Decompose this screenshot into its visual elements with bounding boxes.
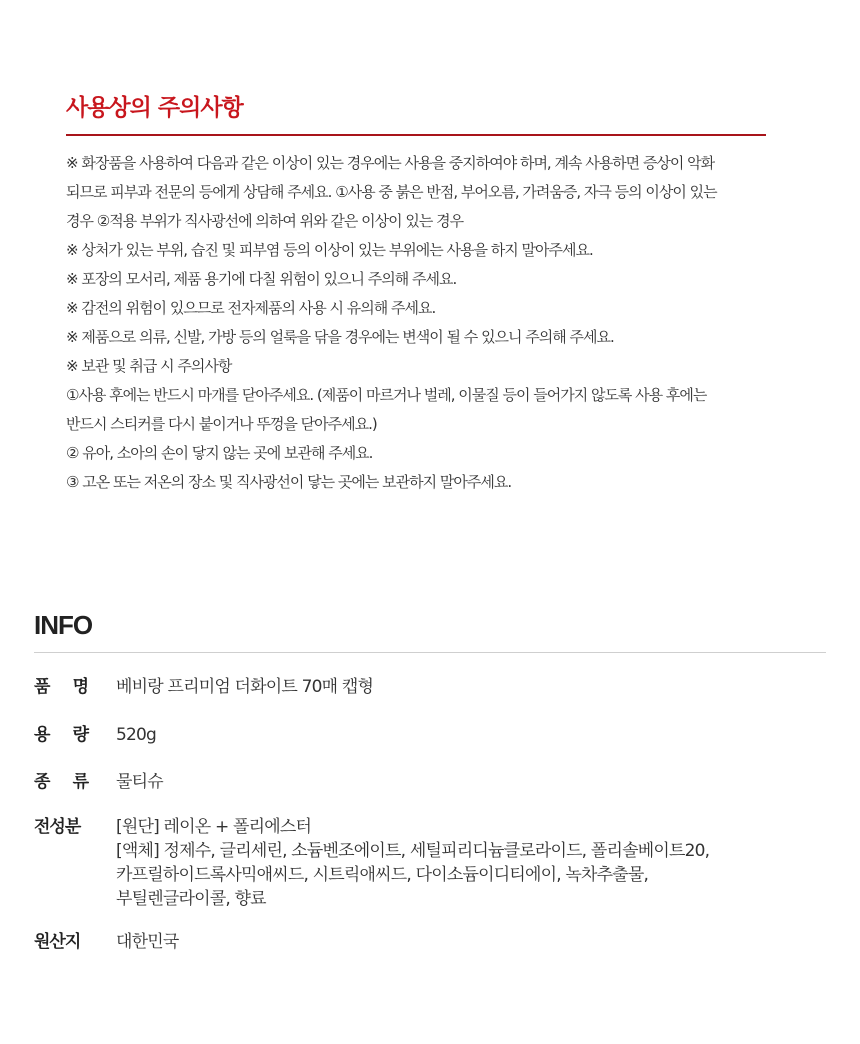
info-value-line: [원단] 레이온 + 폴리에스터 [116, 817, 312, 837]
info-value-origin [116, 930, 179, 954]
caution-line: ※ 상처가 있는 부위, 습진 및 피부염 등의 이상이 있는 부위에는 사용을 하지 말아주세요. [66, 241, 593, 259]
info-label-char: 량 [72, 725, 88, 745]
info-label-origin: 원산지 [34, 932, 81, 952]
caution-section [66, 90, 766, 497]
info-label-char: 명 [72, 677, 88, 697]
caution-line: ② 유아, 소아의 손이 닿지 않는 곳에 보관해 주세요. [66, 444, 373, 462]
caution-title: 사용상의 주의사항 [66, 95, 243, 121]
info-divider [34, 652, 826, 653]
caution-line: ※ 포장의 모서리, 제품 용기에 다칠 위험이 있으니 주의해 주세요. [66, 270, 457, 288]
info-value-line: [액체] 정제수, 글리세린, 소듐벤조에이트, 세틸피리디늄클로라이드, 폴리솔베이트20, [116, 841, 710, 861]
info-value-line: 520g [116, 725, 157, 745]
info-value-ingredients [116, 815, 709, 911]
caution-line: ①사용 후에는 반드시 마개를 닫아주세요. (제품이 마르거나 벌레, 이물질 등이 들어가지 않도록 사용 후에는 [66, 386, 707, 404]
info-value-volume [116, 723, 156, 747]
info-label-char: 류 [72, 772, 88, 792]
info-value-type [116, 770, 163, 794]
info-value-line: 부틸렌글라이콜, 향료 [116, 889, 266, 909]
caution-line: ※ 보관 및 취급 시 주의사항 [66, 357, 232, 375]
info-label-char: 품 [34, 677, 50, 697]
caution-line: 되므로 피부과 전문의 등에게 상담해 주세요. ①사용 중 붉은 반점, 부어오름, 가려움증, 자극 등의 이상이 있는 [66, 183, 717, 201]
info-section [34, 605, 826, 952]
caution-line: ③ 고온 또는 저온의 장소 및 직사광선이 닿는 곳에는 보관하지 말아주세요. [66, 473, 512, 491]
caution-line: ※ 감전의 위험이 있으므로 전자제품의 사용 시 유의해 주세요. [66, 299, 436, 317]
info-value-line: 베비랑 프리미엄 더화이트 70매 캡형 [116, 677, 374, 697]
info-value-line: 대한민국 [116, 932, 179, 952]
caution-line: 반드시 스티커를 다시 붙이거나 뚜껑을 닫아주세요.) [66, 415, 377, 433]
info-label-ingredients: 전성분 [34, 817, 81, 837]
caution-line: ※ 제품으로 의류, 신발, 가방 등의 얼룩을 닦을 경우에는 변색이 될 수 있으니 주의해 주세요. [66, 328, 614, 346]
info-value-product-name [116, 675, 373, 699]
info-label-char: 용 [34, 725, 50, 745]
caution-line: ※ 화장품을 사용하여 다음과 같은 이상이 있는 경우에는 사용을 중지하여야 하며, 계속 사용하면 증상이 악화 [66, 154, 715, 172]
info-label-volume [34, 723, 88, 747]
info-label-char: 종 [34, 772, 50, 792]
info-value-line: 물티슈 [116, 772, 163, 792]
info-label-product-name [34, 675, 88, 699]
info-title: INFO [34, 610, 93, 640]
caution-divider [66, 134, 766, 136]
caution-body [66, 149, 766, 497]
caution-line: 경우 ②적용 부위가 직사광선에 의하여 위와 같은 이상이 있는 경우 [66, 212, 464, 230]
info-label-type [34, 770, 88, 794]
info-value-line: 카프릴하이드록사믹애씨드, 시트릭애씨드, 다이소듐이디티에이, 녹차추출물, [116, 865, 649, 885]
